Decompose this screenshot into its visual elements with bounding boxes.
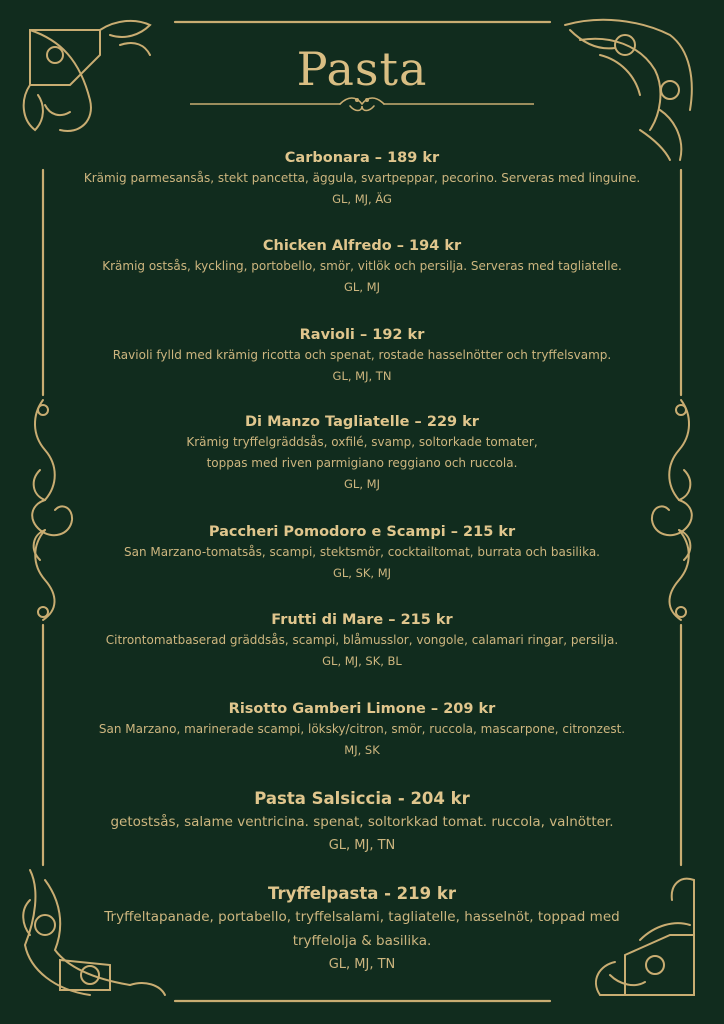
menu-item-paccheri <box>70 522 654 584</box>
menu-item-allergens: GL, MJ, SK, BL <box>322 654 402 668</box>
menu-item-description: Krämig parmesansås, stekt pancetta, äggula, svartpeppar, pecorino. Serveras med linguine. <box>83 171 641 185</box>
side-ornament-right <box>652 400 692 620</box>
menu-item-description: getostsås, salame ventricina. spenat, soltorkkad tomat. ruccola, valnötter. <box>110 814 614 830</box>
menu-item-description-line-2: toppas med riven parmigiano reggiano och ruccola. <box>206 456 518 470</box>
menu-item-allergens: GL, SK, MJ <box>332 566 392 580</box>
menu-item-description: Krämig ostsås, kyckling, portobello, smör, vitlök och persilja. Serveras med tagliatelle. <box>102 259 622 273</box>
menu-item-name: Pasta Salsiccia - 204 kr <box>254 789 470 808</box>
menu-item-allergens: GL, MJ, TN <box>328 957 396 972</box>
menu-item-name: Frutti di Mare – 215 kr <box>271 612 453 628</box>
menu-item-tryffelpasta <box>70 883 654 977</box>
menu-item-allergens: GL, MJ, ÄG <box>332 192 392 206</box>
menu-item-risotto-gamberi <box>70 699 654 761</box>
menu-item-description: San Marzano, marinerade scampi, löksky/citron, smör, ruccola, mascarpone, citronzest. <box>98 722 626 736</box>
menu-item-name: Carbonara – 189 kr <box>284 150 440 166</box>
menu-item-description: Krämig tryffelgräddsås, oxfilé, svamp, soltorkade tomater, <box>186 435 538 449</box>
menu-item-description: Tryffeltapanade, portabello, tryffelsalami, tagliatelle, hasselnöt, toppad med <box>104 909 620 925</box>
menu-item-allergens: GL, MJ <box>344 477 380 491</box>
menu-item-allergens: MJ, SK <box>344 743 380 757</box>
menu-item-description: Ravioli fylld med krämig ricotta och spenat, rostade hasselnötter och tryffelsvamp. <box>112 348 612 362</box>
menu-item-name: Tryffelpasta - 219 kr <box>268 884 456 903</box>
menu-item-allergens: GL, MJ, TN <box>332 369 392 383</box>
side-ornament-left <box>32 400 72 620</box>
menu-item-name: Ravioli – 192 kr <box>299 327 425 343</box>
menu-item-description: San Marzano-tomatsås, scampi, stektsmör, cocktailtomat, burrata och basilika. <box>123 545 600 559</box>
menu-item-allergens: GL, MJ, TN <box>328 838 396 853</box>
menu-item-description-line-2: tryffelolja & basilika. <box>292 933 432 949</box>
menu-item-name: Di Manzo Tagliatelle – 229 kr <box>245 414 479 430</box>
title-divider <box>190 96 534 114</box>
menu-item-carbonara <box>70 148 654 210</box>
menu-item-name: Chicken Alfredo – 194 kr <box>262 238 462 254</box>
menu-item-pasta-salsiccia <box>70 788 654 858</box>
menu-item-allergens: GL, MJ <box>344 280 380 294</box>
menu-item-name: Paccheri Pomodoro e Scampi – 215 kr <box>208 524 516 540</box>
menu-item-ravioli <box>70 325 654 387</box>
menu-item-name: Risotto Gamberi Limone – 209 kr <box>228 701 496 717</box>
page-title: Pasta <box>296 42 428 96</box>
menu-item-description: Citrontomatbaserad gräddsås, scampi, blåmusslor, vongole, calamari ringar, persilja. <box>105 633 619 647</box>
menu-item-di-manzo-tagliatelle <box>70 412 654 495</box>
menu-item-chicken-alfredo <box>70 236 654 298</box>
menu-item-frutti-di-mare <box>70 610 654 672</box>
